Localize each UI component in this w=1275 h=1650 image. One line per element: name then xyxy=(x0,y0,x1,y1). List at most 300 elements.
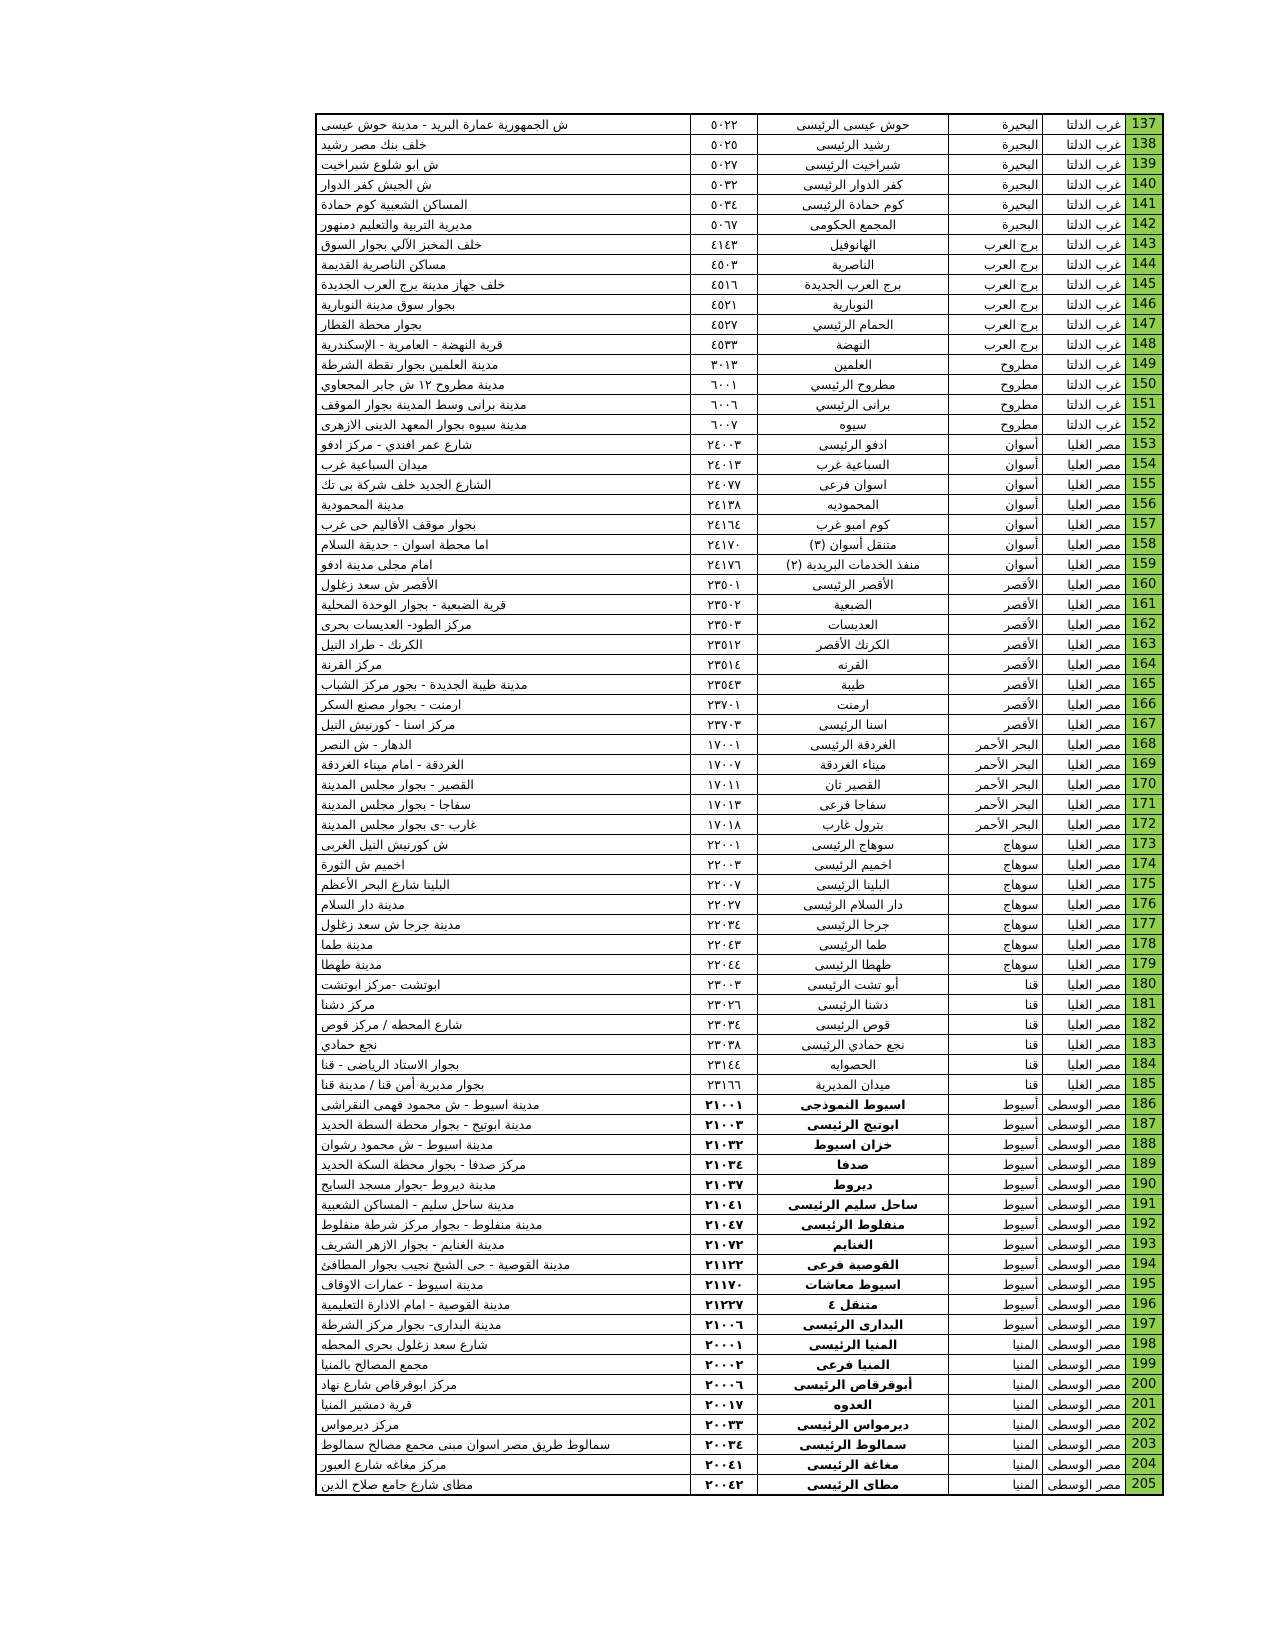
postal-code-cell: ٥٠٣٤ xyxy=(691,195,758,215)
postal-code-cell: ٢١٠٤١ xyxy=(691,1195,758,1215)
office-name-cell: القرنه xyxy=(758,655,948,675)
office-name-cell: حوش عيسى الرئيسى xyxy=(758,114,948,135)
address-cell: مطاى شارع جامع صلاح الدين xyxy=(316,1475,691,1496)
office-name-cell: صدفا xyxy=(758,1155,948,1175)
region-cell: مصر العليا xyxy=(1043,495,1125,515)
governorate-cell: المنيا xyxy=(948,1335,1043,1355)
row-number-cell: 188 xyxy=(1125,1135,1163,1155)
table-row xyxy=(316,1475,1163,1496)
region-cell: مصر الوسطى xyxy=(1043,1455,1125,1475)
office-name-cell: اسيوط معاشات xyxy=(758,1275,948,1295)
region-cell: غرب الدلتا xyxy=(1043,135,1125,155)
governorate-cell: البحر الأحمر xyxy=(948,775,1043,795)
row-number-cell: 167 xyxy=(1125,715,1163,735)
governorate-cell: أسوان xyxy=(948,435,1043,455)
postal-code-cell: ٢٢٠٠٧ xyxy=(691,875,758,895)
postal-code-cell: ١٧٠١٨ xyxy=(691,815,758,835)
postal-code-cell: ٤٥٢٧ xyxy=(691,315,758,335)
region-cell: مصر العليا xyxy=(1043,675,1125,695)
address-cell: قرية دمشير المنيا xyxy=(316,1395,691,1415)
office-name-cell: سيوه xyxy=(758,415,948,435)
governorate-cell: أسيوط xyxy=(948,1175,1043,1195)
row-number-cell: 201 xyxy=(1125,1395,1163,1415)
office-name-cell: العلمين xyxy=(758,355,948,375)
table-row xyxy=(316,1015,1163,1035)
row-number-cell: 200 xyxy=(1125,1375,1163,1395)
region-cell: مصر العليا xyxy=(1043,775,1125,795)
table-row xyxy=(316,715,1163,735)
region-cell: غرب الدلتا xyxy=(1043,275,1125,295)
row-number-cell: 169 xyxy=(1125,755,1163,775)
office-name-cell: متنقل ٤ xyxy=(758,1295,948,1315)
table-row xyxy=(316,295,1163,315)
row-number-cell: 193 xyxy=(1125,1235,1163,1255)
postal-code-cell: ٢٣٥١٤ xyxy=(691,655,758,675)
table-row xyxy=(316,435,1163,455)
office-name-cell: الضبعية xyxy=(758,595,948,615)
row-number-cell: 197 xyxy=(1125,1315,1163,1335)
office-name-cell: القصير ثان xyxy=(758,775,948,795)
table-row xyxy=(316,875,1163,895)
postal-code-cell: ٢٢٠٠١ xyxy=(691,835,758,855)
region-cell: مصر الوسطى xyxy=(1043,1255,1125,1275)
region-cell: مصر الوسطى xyxy=(1043,1375,1125,1395)
region-cell: مصر العليا xyxy=(1043,695,1125,715)
governorate-cell: سوهاج xyxy=(948,855,1043,875)
address-cell: مدينة البدارى- بجوار مركز الشرطة xyxy=(316,1315,691,1335)
table-row xyxy=(316,795,1163,815)
row-number-cell: 192 xyxy=(1125,1215,1163,1235)
governorate-cell: البحيرة xyxy=(948,215,1043,235)
row-number-cell: 194 xyxy=(1125,1255,1163,1275)
postal-code-cell: ٢٤١٧٠ xyxy=(691,535,758,555)
address-cell: بجوار الاستاد الرياضى - قنا xyxy=(316,1055,691,1075)
postal-code-cell: ٢٣١٤٤ xyxy=(691,1055,758,1075)
table-row xyxy=(316,635,1163,655)
region-cell: مصر الوسطى xyxy=(1043,1135,1125,1155)
region-cell: مصر الوسطى xyxy=(1043,1315,1125,1335)
governorate-cell: أسيوط xyxy=(948,1235,1043,1255)
region-cell: غرب الدلتا xyxy=(1043,114,1125,135)
row-number-cell: 156 xyxy=(1125,495,1163,515)
row-number-cell: 143 xyxy=(1125,235,1163,255)
governorate-cell: برج العرب xyxy=(948,295,1043,315)
governorate-cell: سوهاج xyxy=(948,915,1043,935)
table-row xyxy=(316,175,1163,195)
row-number-cell: 191 xyxy=(1125,1195,1163,1215)
postal-code-cell: ٥٠٦٧ xyxy=(691,215,758,235)
region-cell: غرب الدلتا xyxy=(1043,375,1125,395)
region-cell: مصر العليا xyxy=(1043,515,1125,535)
table-row xyxy=(316,915,1163,935)
office-name-cell: اسوان فرعى xyxy=(758,475,948,495)
address-cell: شارع المحطه / مركز قوص xyxy=(316,1015,691,1035)
office-name-cell: جرجا الرئيسى xyxy=(758,915,948,935)
governorate-cell: الأقصر xyxy=(948,695,1043,715)
address-cell: بجوار موقف الأقاليم حى غرب xyxy=(316,515,691,535)
region-cell: غرب الدلتا xyxy=(1043,355,1125,375)
postal-code-cell: ٢٢٠٤٤ xyxy=(691,955,758,975)
region-cell: مصر العليا xyxy=(1043,455,1125,475)
region-cell: غرب الدلتا xyxy=(1043,295,1125,315)
address-cell: بجوار سوق مدينة النوبارية xyxy=(316,295,691,315)
postal-code-cell: ٢٣٧٠٣ xyxy=(691,715,758,735)
table-row xyxy=(316,1175,1163,1195)
region-cell: مصر الوسطى xyxy=(1043,1295,1125,1315)
address-cell: مجمع المصالح بالمنيا xyxy=(316,1355,691,1375)
row-number-cell: 203 xyxy=(1125,1435,1163,1455)
governorate-cell: قنا xyxy=(948,1035,1043,1055)
table-row xyxy=(316,375,1163,395)
postal-code-cell: ٤٥٢١ xyxy=(691,295,758,315)
table-row xyxy=(316,935,1163,955)
postal-code-cell: ١٧٠١١ xyxy=(691,775,758,795)
region-cell: مصر العليا xyxy=(1043,555,1125,575)
postal-code-cell: ٢١٠٠٣ xyxy=(691,1115,758,1135)
office-name-cell: المنيا الرئيسى xyxy=(758,1335,948,1355)
governorate-cell: قنا xyxy=(948,1055,1043,1075)
governorate-cell: المنيا xyxy=(948,1395,1043,1415)
office-name-cell: السباعية غرب xyxy=(758,455,948,475)
governorate-cell: قنا xyxy=(948,1015,1043,1035)
office-name-cell: كوم امبو غرب xyxy=(758,515,948,535)
postal-code-cell: ٢٣٥٠١ xyxy=(691,575,758,595)
address-cell: مدينة اسيوط - عمارات الاوقاف xyxy=(316,1275,691,1295)
table-row xyxy=(316,1415,1163,1435)
row-number-cell: 190 xyxy=(1125,1175,1163,1195)
postal-code-cell: ٢٠٠٠٦ xyxy=(691,1375,758,1395)
governorate-cell: المنيا xyxy=(948,1435,1043,1455)
address-cell: مدينة ديروط -بجوار مسجد السايح xyxy=(316,1175,691,1195)
row-number-cell: 179 xyxy=(1125,955,1163,975)
postal-code-cell: ٦٠٠٧ xyxy=(691,415,758,435)
region-cell: غرب الدلتا xyxy=(1043,215,1125,235)
row-number-cell: 185 xyxy=(1125,1075,1163,1095)
table-row xyxy=(316,555,1163,575)
region-cell: مصر العليا xyxy=(1043,935,1125,955)
office-name-cell: سفاجا فرعى xyxy=(758,795,948,815)
postal-code-cell: ٢٣٥٤٣ xyxy=(691,675,758,695)
address-cell: مركز ابوقرقاص شارع نهاد xyxy=(316,1375,691,1395)
row-number-cell: 164 xyxy=(1125,655,1163,675)
office-name-cell: العديسات xyxy=(758,615,948,635)
governorate-cell: قنا xyxy=(948,1075,1043,1095)
office-name-cell: متنقل أسوان (٣) xyxy=(758,535,948,555)
table-row xyxy=(316,1255,1163,1275)
governorate-cell: الأقصر xyxy=(948,575,1043,595)
governorate-cell: الأقصر xyxy=(948,675,1043,695)
region-cell: مصر العليا xyxy=(1043,735,1125,755)
row-number-cell: 205 xyxy=(1125,1475,1163,1496)
address-cell: قرية الضبعية - بجوار الوحدة المحلية xyxy=(316,595,691,615)
address-cell: خلف المخبز الآلي بجوار السوق xyxy=(316,235,691,255)
region-cell: مصر العليا xyxy=(1043,995,1125,1015)
table-row xyxy=(316,655,1163,675)
office-name-cell: الغردقة الرئيسى xyxy=(758,735,948,755)
table-row xyxy=(316,1155,1163,1175)
region-cell: مصر العليا xyxy=(1043,535,1125,555)
governorate-cell: أسوان xyxy=(948,515,1043,535)
region-cell: مصر الوسطى xyxy=(1043,1275,1125,1295)
address-cell: بجوار محطة القطار xyxy=(316,315,691,335)
office-name-cell: الأقصر الرئيسى xyxy=(758,575,948,595)
table-row xyxy=(316,1055,1163,1075)
office-name-cell: البلينا الرئيسى xyxy=(758,875,948,895)
governorate-cell: البحيرة xyxy=(948,114,1043,135)
row-number-cell: 182 xyxy=(1125,1015,1163,1035)
postal-code-cell: ٢١٠٧٢ xyxy=(691,1235,758,1255)
postal-code-cell: ٢٠٠٤٢ xyxy=(691,1475,758,1496)
region-cell: مصر العليا xyxy=(1043,1075,1125,1095)
table-row xyxy=(316,1315,1163,1335)
governorate-cell: أسيوط xyxy=(948,1155,1043,1175)
office-name-cell: ميدان المديرية xyxy=(758,1075,948,1095)
postal-code-cell: ٢١٠٠١ xyxy=(691,1095,758,1115)
governorate-cell: مطروح xyxy=(948,395,1043,415)
row-number-cell: 174 xyxy=(1125,855,1163,875)
governorate-cell: الأقصر xyxy=(948,655,1043,675)
governorate-cell: البحر الأحمر xyxy=(948,755,1043,775)
address-cell: مدينة العلمين بجوار نقطة الشرطة xyxy=(316,355,691,375)
office-name-cell: خزان اسيوط xyxy=(758,1135,948,1155)
governorate-cell: البحر الأحمر xyxy=(948,815,1043,835)
region-cell: مصر العليا xyxy=(1043,1015,1125,1035)
region-cell: مصر العليا xyxy=(1043,875,1125,895)
row-number-cell: 150 xyxy=(1125,375,1163,395)
governorate-cell: مطروح xyxy=(948,355,1043,375)
address-cell: مدينة طما xyxy=(316,935,691,955)
table-row xyxy=(316,755,1163,775)
office-name-cell: المنيا فرعى xyxy=(758,1355,948,1375)
office-name-cell: منفلوط الرئيسى xyxy=(758,1215,948,1235)
postal-code-cell: ٢١١٧٠ xyxy=(691,1275,758,1295)
address-cell: مدينة برانى وسط المدينة بجوار الموقف xyxy=(316,395,691,415)
address-cell: مدينة طهطا xyxy=(316,955,691,975)
row-number-cell: 204 xyxy=(1125,1455,1163,1475)
table-row xyxy=(316,815,1163,835)
office-name-cell: نجع حمادي الرئيسى xyxy=(758,1035,948,1055)
address-cell: ابوتشت -مركز ابوتشت xyxy=(316,975,691,995)
table-row xyxy=(316,335,1163,355)
governorate-cell: البحيرة xyxy=(948,135,1043,155)
office-name-cell: اسنا الرئيسى xyxy=(758,715,948,735)
row-number-cell: 137 xyxy=(1125,114,1163,135)
table-row xyxy=(316,1195,1163,1215)
postal-code-cell: ٦٠٠١ xyxy=(691,375,758,395)
region-cell: مصر العليا xyxy=(1043,655,1125,675)
postal-code-cell: ٢١٠٠٦ xyxy=(691,1315,758,1335)
postal-code-cell: ٤٥٣٣ xyxy=(691,335,758,355)
row-number-cell: 176 xyxy=(1125,895,1163,915)
postal-code-cell: ٢١٢٢٧ xyxy=(691,1295,758,1315)
governorate-cell: سوهاج xyxy=(948,835,1043,855)
row-number-cell: 165 xyxy=(1125,675,1163,695)
office-name-cell: ميناء الغردقة xyxy=(758,755,948,775)
row-number-cell: 155 xyxy=(1125,475,1163,495)
governorate-cell: البحيرة xyxy=(948,175,1043,195)
office-name-cell: سوهاج الرئيسى xyxy=(758,835,948,855)
postal-code-cell: ٢١١٢٢ xyxy=(691,1255,758,1275)
row-number-cell: 141 xyxy=(1125,195,1163,215)
office-name-cell: شبراخيت الرئيسى xyxy=(758,155,948,175)
table-body xyxy=(316,114,1163,1495)
table-row xyxy=(316,595,1163,615)
region-cell: مصر العليا xyxy=(1043,895,1125,915)
address-cell: الدهار - ش النصر xyxy=(316,735,691,755)
address-cell: مركز صدفا - بجوار محطة السكة الحديد xyxy=(316,1155,691,1175)
postal-code-cell: ٢١٠٣٧ xyxy=(691,1175,758,1195)
address-cell: ميدان السباعية غرب xyxy=(316,455,691,475)
office-name-cell: مغاغة الرئيسى xyxy=(758,1455,948,1475)
table-row xyxy=(316,275,1163,295)
address-cell: مدينة ساحل سليم - المساكن الشعبية xyxy=(316,1195,691,1215)
postal-code-cell: ٥٠٣٢ xyxy=(691,175,758,195)
office-name-cell: برانى الرئيسي xyxy=(758,395,948,415)
row-number-cell: 161 xyxy=(1125,595,1163,615)
region-cell: غرب الدلتا xyxy=(1043,335,1125,355)
row-number-cell: 168 xyxy=(1125,735,1163,755)
region-cell: مصر العليا xyxy=(1043,855,1125,875)
region-cell: مصر الوسطى xyxy=(1043,1155,1125,1175)
office-name-cell: الناصرية xyxy=(758,255,948,275)
office-name-cell: النوبارية xyxy=(758,295,948,315)
row-number-cell: 178 xyxy=(1125,935,1163,955)
address-cell: اخميم ش الثورة xyxy=(316,855,691,875)
office-name-cell: كفر الدوار الرئيسى xyxy=(758,175,948,195)
row-number-cell: 163 xyxy=(1125,635,1163,655)
table-row xyxy=(316,975,1163,995)
postal-code-cell: ٢٢٠٤٣ xyxy=(691,935,758,955)
postal-code-cell: ٢٣٠٣٤ xyxy=(691,1015,758,1035)
address-cell: مدينة مطروح ١٢ ش جابر المجعاوي xyxy=(316,375,691,395)
governorate-cell: سوهاج xyxy=(948,935,1043,955)
address-cell: مركز الطود- العديسات بحرى xyxy=(316,615,691,635)
governorate-cell: أسوان xyxy=(948,475,1043,495)
row-number-cell: 183 xyxy=(1125,1035,1163,1055)
row-number-cell: 159 xyxy=(1125,555,1163,575)
office-name-cell: العدوه xyxy=(758,1395,948,1415)
address-cell: مدينة القوصية - حى الشيخ نجيب بجوار المطافئ xyxy=(316,1255,691,1275)
address-cell: مساكن الناصرية القديمة xyxy=(316,255,691,275)
table-row xyxy=(316,735,1163,755)
postal-code-cell: ٢٠٠٣٤ xyxy=(691,1435,758,1455)
governorate-cell: مطروح xyxy=(948,375,1043,395)
address-cell: الأقصر ش سعد زغلول xyxy=(316,575,691,595)
row-number-cell: 151 xyxy=(1125,395,1163,415)
table-row xyxy=(316,195,1163,215)
office-name-cell: دار السلام الرئيسى xyxy=(758,895,948,915)
region-cell: مصر العليا xyxy=(1043,615,1125,635)
region-cell: غرب الدلتا xyxy=(1043,235,1125,255)
table-row xyxy=(316,1395,1163,1415)
row-number-cell: 173 xyxy=(1125,835,1163,855)
governorate-cell: برج العرب xyxy=(948,275,1043,295)
row-number-cell: 142 xyxy=(1125,215,1163,235)
row-number-cell: 158 xyxy=(1125,535,1163,555)
governorate-cell: مطروح xyxy=(948,415,1043,435)
address-cell: مدينة القوصية - امام الادارة التعليمية xyxy=(316,1295,691,1315)
postal-code-cell: ٢٤١٦٤ xyxy=(691,515,758,535)
row-number-cell: 145 xyxy=(1125,275,1163,295)
address-cell: مدينة اسيوط - ش محمود رشوان xyxy=(316,1135,691,1155)
table-row xyxy=(316,135,1163,155)
table-row xyxy=(316,114,1163,135)
row-number-cell: 147 xyxy=(1125,315,1163,335)
governorate-cell: أسوان xyxy=(948,555,1043,575)
address-cell: امام مجلى مدينة ادفو xyxy=(316,555,691,575)
table-row xyxy=(316,1215,1163,1235)
governorate-cell: البحيرة xyxy=(948,155,1043,175)
postal-code-cell: ٢٠٠٣٣ xyxy=(691,1415,758,1435)
postal-code-cell: ٢١٠٣٢ xyxy=(691,1135,758,1155)
post-office-table xyxy=(315,113,1164,1496)
table-row xyxy=(316,1355,1163,1375)
row-number-cell: 153 xyxy=(1125,435,1163,455)
governorate-cell: أسيوط xyxy=(948,1315,1043,1335)
office-name-cell: أبوقرقاص الرئيسى xyxy=(758,1375,948,1395)
office-name-cell: البدارى الرئيسى xyxy=(758,1315,948,1335)
table-row xyxy=(316,1455,1163,1475)
table-row xyxy=(316,1335,1163,1355)
office-name-cell: المحموديه xyxy=(758,495,948,515)
row-number-cell: 181 xyxy=(1125,995,1163,1015)
office-name-cell: النهضة xyxy=(758,335,948,355)
office-name-cell: طيبة xyxy=(758,675,948,695)
governorate-cell: أسيوط xyxy=(948,1095,1043,1115)
row-number-cell: 140 xyxy=(1125,175,1163,195)
governorate-cell: المنيا xyxy=(948,1375,1043,1395)
address-cell: سفاجا - بجوار مجلس المدينة xyxy=(316,795,691,815)
region-cell: مصر الوسطى xyxy=(1043,1175,1125,1195)
row-number-cell: 146 xyxy=(1125,295,1163,315)
postal-code-cell: ٢١٠٣٤ xyxy=(691,1155,758,1175)
address-cell: اما محطة اسوان - حديقة السلام xyxy=(316,535,691,555)
table-row xyxy=(316,895,1163,915)
address-cell: ش ابو شلوع شبراخيت xyxy=(316,155,691,175)
address-cell: مركز مغاغه شارع العبور xyxy=(316,1455,691,1475)
region-cell: مصر الوسطى xyxy=(1043,1215,1125,1235)
row-number-cell: 166 xyxy=(1125,695,1163,715)
governorate-cell: أسيوط xyxy=(948,1255,1043,1275)
region-cell: مصر العليا xyxy=(1043,755,1125,775)
governorate-cell: أسيوط xyxy=(948,1275,1043,1295)
address-cell: شارع عمر افندي - مركز ادفو xyxy=(316,435,691,455)
governorate-cell: أسيوط xyxy=(948,1295,1043,1315)
region-cell: غرب الدلتا xyxy=(1043,415,1125,435)
office-name-cell: الكرنك الأقصر xyxy=(758,635,948,655)
postal-code-cell: ٢٤٠٧٧ xyxy=(691,475,758,495)
office-name-cell: بترول غارب xyxy=(758,815,948,835)
region-cell: غرب الدلتا xyxy=(1043,395,1125,415)
region-cell: مصر الوسطى xyxy=(1043,1395,1125,1415)
region-cell: مصر العليا xyxy=(1043,715,1125,735)
region-cell: غرب الدلتا xyxy=(1043,175,1125,195)
row-number-cell: 154 xyxy=(1125,455,1163,475)
office-name-cell: اخميم الرئيسى xyxy=(758,855,948,875)
row-number-cell: 196 xyxy=(1125,1295,1163,1315)
table-row xyxy=(316,415,1163,435)
table-row xyxy=(316,615,1163,635)
row-number-cell: 149 xyxy=(1125,355,1163,375)
office-name-cell: كوم حمادة الرئيسى xyxy=(758,195,948,215)
office-name-cell: ديرمواس الرئيسى xyxy=(758,1415,948,1435)
governorate-cell: برج العرب xyxy=(948,235,1043,255)
address-cell: مدينة ابوتيج - بجوار محطة السطة الحديد xyxy=(316,1115,691,1135)
postal-code-cell: ٥٠٢٢ xyxy=(691,114,758,135)
office-name-cell: برج العرب الجديدة xyxy=(758,275,948,295)
postal-code-cell: ٢٣٧٠١ xyxy=(691,695,758,715)
region-cell: مصر العليا xyxy=(1043,575,1125,595)
